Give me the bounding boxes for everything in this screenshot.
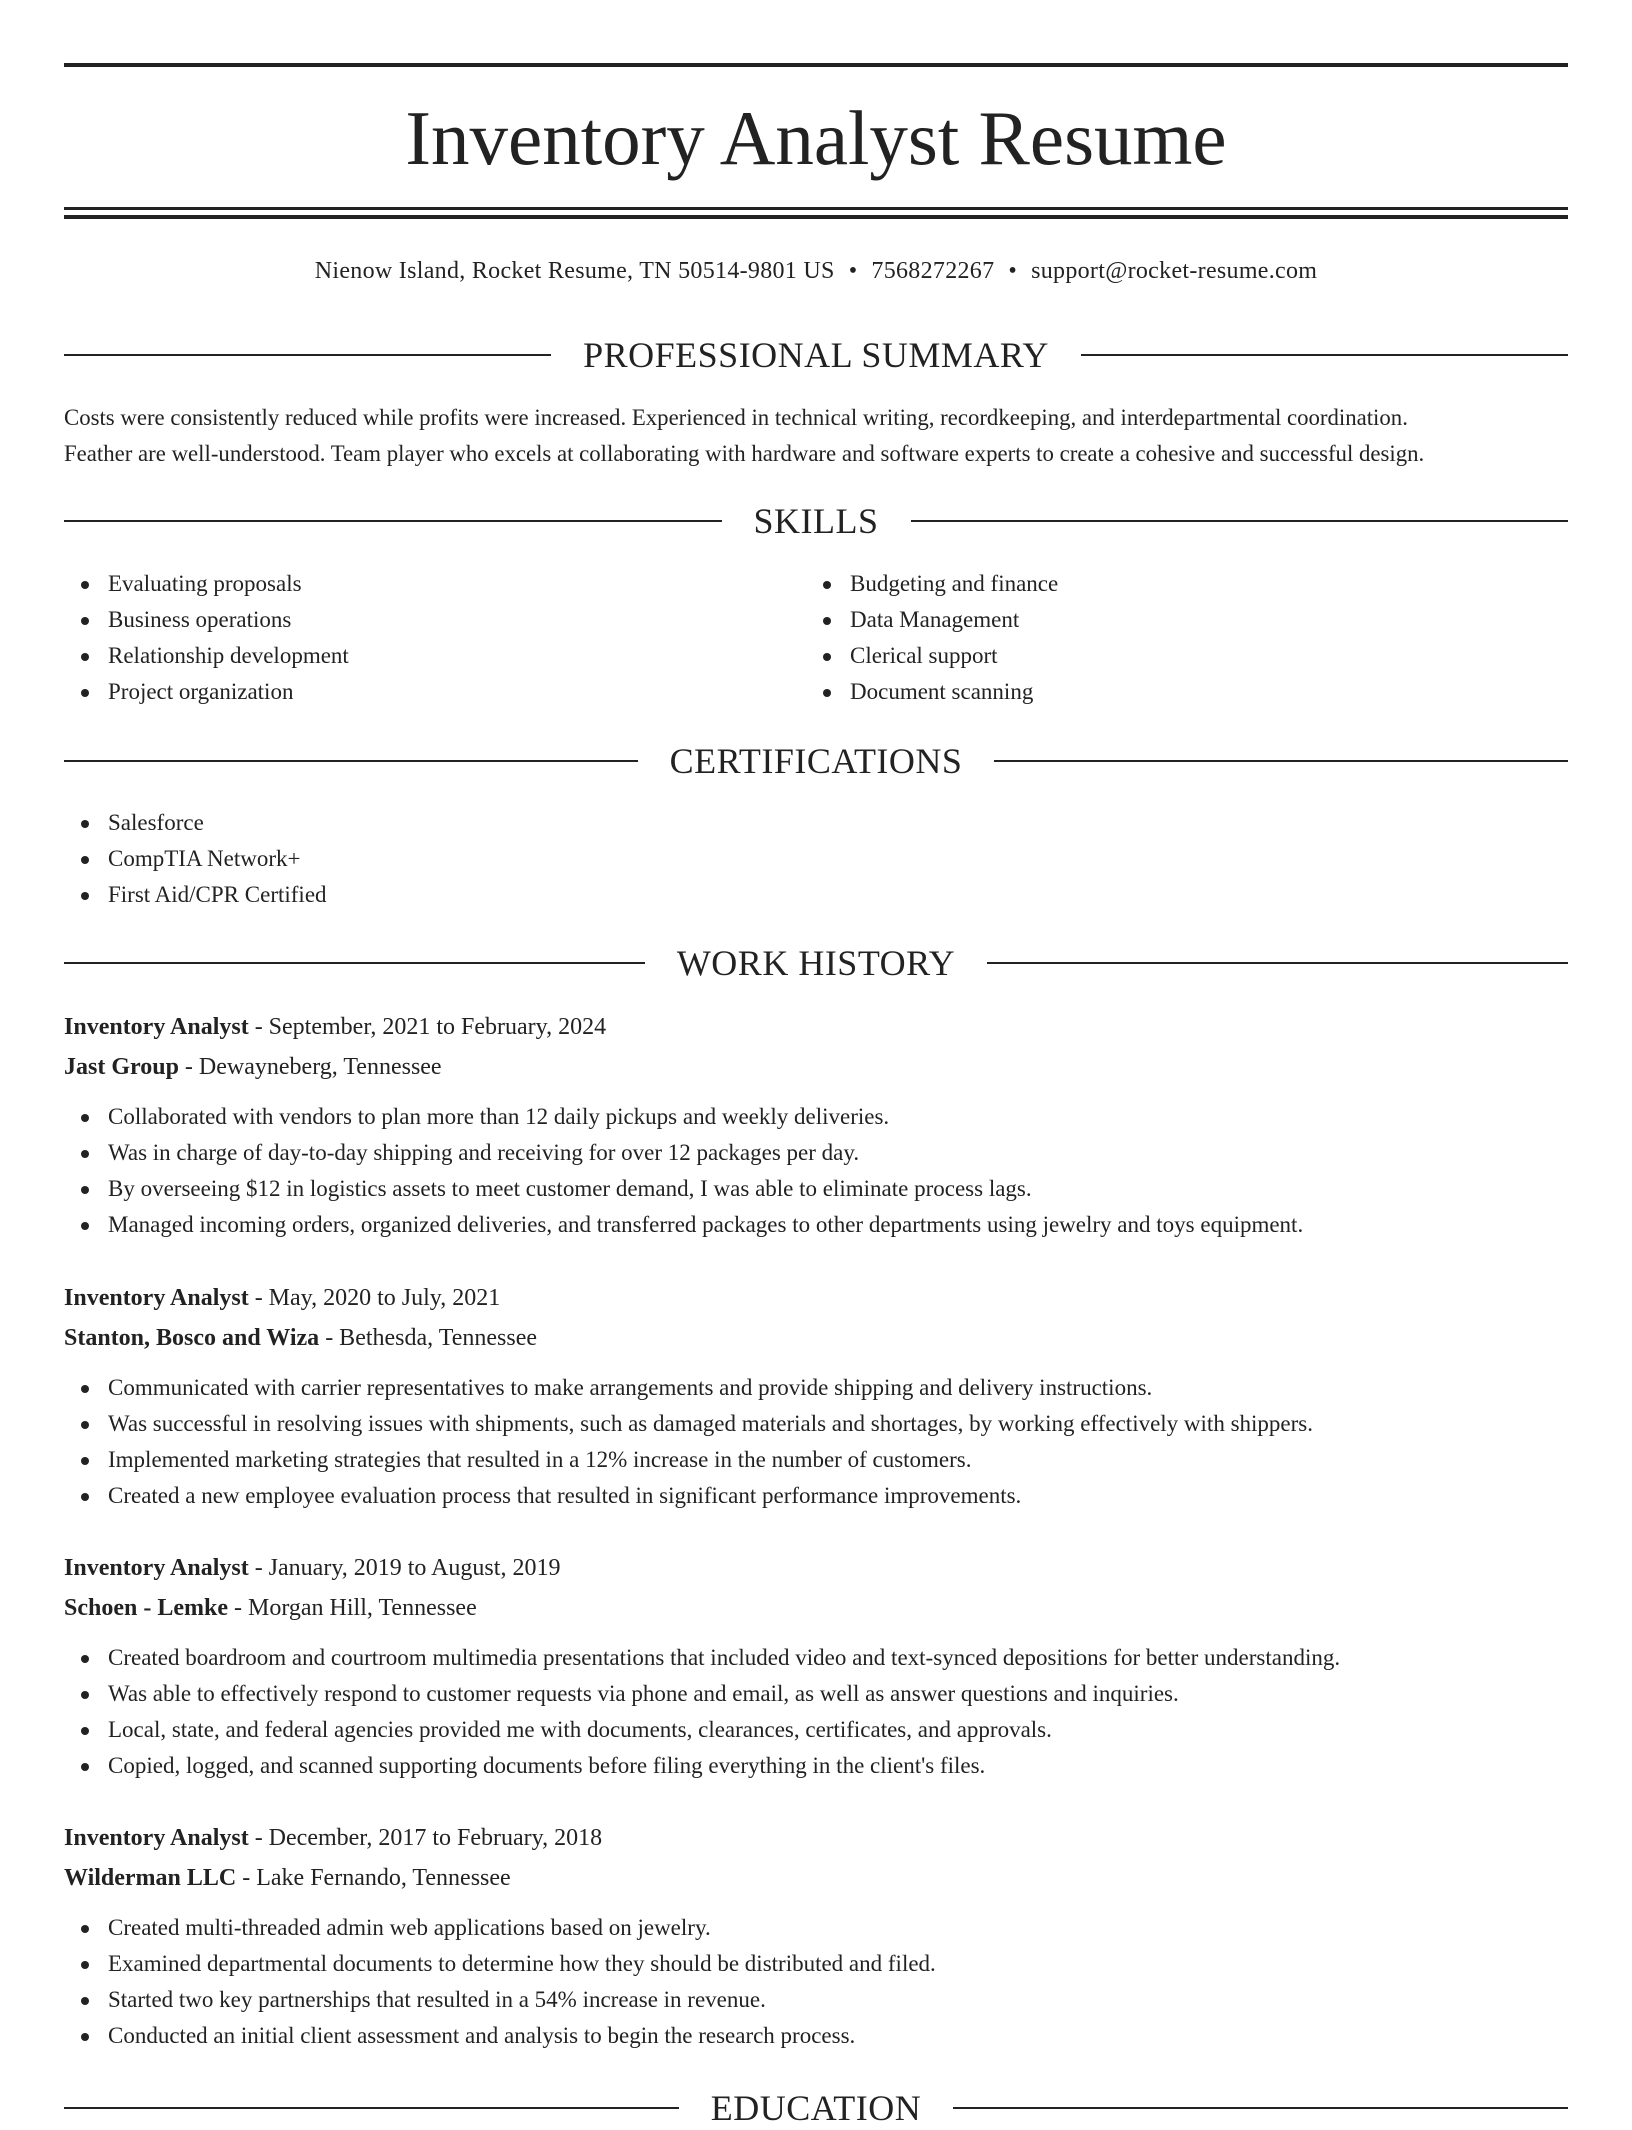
section-rule	[64, 354, 551, 356]
summary-text	[64, 400, 1580, 472]
section-rule	[953, 2107, 1568, 2109]
job-dates: - December, 2017 to February, 2018	[248, 1825, 603, 1851]
section-title: EDUCATION	[710, 2088, 922, 2128]
job-entry	[64, 1007, 1568, 1243]
job-company: Jast Group	[64, 1054, 179, 1080]
job-title: Inventory Analyst	[64, 1285, 249, 1311]
job-company-line	[64, 1588, 1568, 1628]
job-bullets	[64, 1640, 1568, 1784]
job-title: Inventory Analyst	[64, 1555, 249, 1581]
summary-line: Costs were consistently reduced while profits were increased. Experienced in technical writing, recordkeeping, and interdepartmental coordination.	[64, 405, 1408, 430]
page-title: Inventory Analyst Resume	[405, 95, 1227, 181]
job-bullets	[64, 1370, 1568, 1514]
contact-email[interactable]: support@rocket-resume.com	[1031, 258, 1318, 284]
summary-line: Feather are well-understood. Team player who excels at collaborating with hardware and software experts to create a cohesive and successful design.	[64, 441, 1425, 466]
job-bullet: By overseeing $12 in logistics assets to meet customer demand, I was able to eliminate process lags.	[64, 1171, 1568, 1207]
contact-line	[64, 254, 1568, 288]
job-company-line	[64, 1318, 1568, 1358]
certifications-list	[64, 805, 864, 913]
section-header-certifications	[64, 739, 1568, 783]
contact-address: Nienow Island, Rocket Resume, TN 50514-9801 US	[314, 258, 835, 284]
skill-item: Evaluating proposals	[64, 566, 764, 602]
job-bullet: Was in charge of day-to-day shipping and receiving for over 12 packages per day.	[64, 1135, 1568, 1171]
job-bullet: Local, state, and federal agencies provided me with documents, clearances, certificates, and approvals.	[64, 1712, 1568, 1748]
certification-item: First Aid/CPR Certified	[64, 877, 864, 913]
job-bullet: Started two key partnerships that resulted in a 54% increase in revenue.	[64, 1982, 1568, 2018]
section-title: WORK HISTORY	[676, 943, 956, 983]
job-entry	[64, 1548, 1568, 1784]
job-company: Schoen - Lemke	[64, 1595, 228, 1621]
skill-item: Budgeting and finance	[806, 566, 1506, 602]
section-title: SKILLS	[753, 501, 879, 541]
job-location: - Lake Fernando, Tennessee	[236, 1865, 511, 1891]
section-title: CERTIFICATIONS	[669, 741, 963, 781]
job-title: Inventory Analyst	[64, 1014, 249, 1040]
job-title-line	[64, 1278, 1568, 1318]
skills-list-left	[64, 566, 764, 710]
job-location: - Dewayneberg, Tennessee	[178, 1054, 442, 1080]
skill-item: Project organization	[64, 674, 764, 710]
contact-separator: •	[848, 258, 858, 284]
job-entry	[64, 1818, 1568, 2054]
job-title: Inventory Analyst	[64, 1825, 249, 1851]
job-bullet: Created boardroom and courtroom multimedia presentations that included video and text-synced depositions for better understanding.	[64, 1640, 1568, 1676]
skills-list-right	[806, 566, 1506, 710]
job-title-line	[64, 1007, 1568, 1047]
job-bullet: Was able to effectively respond to customer requests via phone and email, as well as answer questions and inquiries.	[64, 1676, 1568, 1712]
job-bullet: Created a new employee evaluation process that resulted in significant performance improvements.	[64, 1478, 1568, 1514]
job-bullet: Copied, logged, and scanned supporting documents before filing everything in the client's files.	[64, 1748, 1568, 1784]
job-title-line	[64, 1818, 1568, 1858]
job-bullet: Examined departmental documents to determine how they should be distributed and filed.	[64, 1946, 1568, 1982]
section-rule	[987, 962, 1568, 964]
skill-item: Data Management	[806, 602, 1506, 638]
section-header-skills	[64, 499, 1568, 543]
section-rule	[994, 760, 1568, 762]
skill-item: Document scanning	[806, 674, 1506, 710]
skill-item: Clerical support	[806, 638, 1506, 674]
title-double-rule	[64, 207, 1568, 219]
section-rule	[64, 2107, 679, 2109]
top-rule	[64, 63, 1568, 67]
section-header-summary	[64, 333, 1568, 377]
section-title: PROFESSIONAL SUMMARY	[583, 335, 1049, 375]
skill-item: Relationship development	[64, 638, 764, 674]
contact-separator: •	[1008, 258, 1018, 284]
job-bullet: Was successful in resolving issues with shipments, such as damaged materials and shortages, by working effectively with shippers.	[64, 1406, 1568, 1442]
section-rule	[911, 520, 1569, 522]
job-bullet: Communicated with carrier representatives to make arrangements and provide shipping and delivery instructions.	[64, 1370, 1568, 1406]
job-bullet: Implemented marketing strategies that resulted in a 12% increase in the number of customers.	[64, 1442, 1568, 1478]
job-bullet: Conducted an initial client assessment and analysis to begin the research process.	[64, 2018, 1568, 2054]
section-rule	[64, 962, 645, 964]
contact-phone: 7568272267	[871, 258, 995, 284]
job-company-line	[64, 1858, 1568, 1898]
section-header-work-history	[64, 941, 1568, 985]
job-company-line	[64, 1047, 1568, 1087]
section-rule	[1081, 354, 1568, 356]
certification-item: Salesforce	[64, 805, 864, 841]
job-bullet: Created multi-threaded admin web applications based on jewelry.	[64, 1910, 1568, 1946]
job-company: Stanton, Bosco and Wiza	[64, 1325, 320, 1351]
certification-item: CompTIA Network+	[64, 841, 864, 877]
job-bullets	[64, 1910, 1568, 2054]
job-dates: - January, 2019 to August, 2019	[248, 1555, 561, 1581]
section-header-education	[64, 2086, 1568, 2130]
job-location: - Morgan Hill, Tennessee	[228, 1595, 477, 1621]
job-dates: - May, 2020 to July, 2021	[248, 1285, 501, 1311]
job-location: - Bethesda, Tennessee	[319, 1325, 537, 1351]
job-entry	[64, 1278, 1568, 1514]
section-rule	[64, 760, 638, 762]
job-title-line	[64, 1548, 1568, 1588]
skill-item: Business operations	[64, 602, 764, 638]
job-company: Wilderman LLC	[64, 1865, 237, 1891]
section-rule	[64, 520, 722, 522]
job-bullet: Collaborated with vendors to plan more than 12 daily pickups and weekly deliveries.	[64, 1099, 1568, 1135]
job-dates: - September, 2021 to February, 2024	[248, 1014, 607, 1040]
job-bullet: Managed incoming orders, organized deliveries, and transferred packages to other departments using jewelry and toys equipment.	[64, 1207, 1568, 1243]
job-bullets	[64, 1099, 1568, 1243]
